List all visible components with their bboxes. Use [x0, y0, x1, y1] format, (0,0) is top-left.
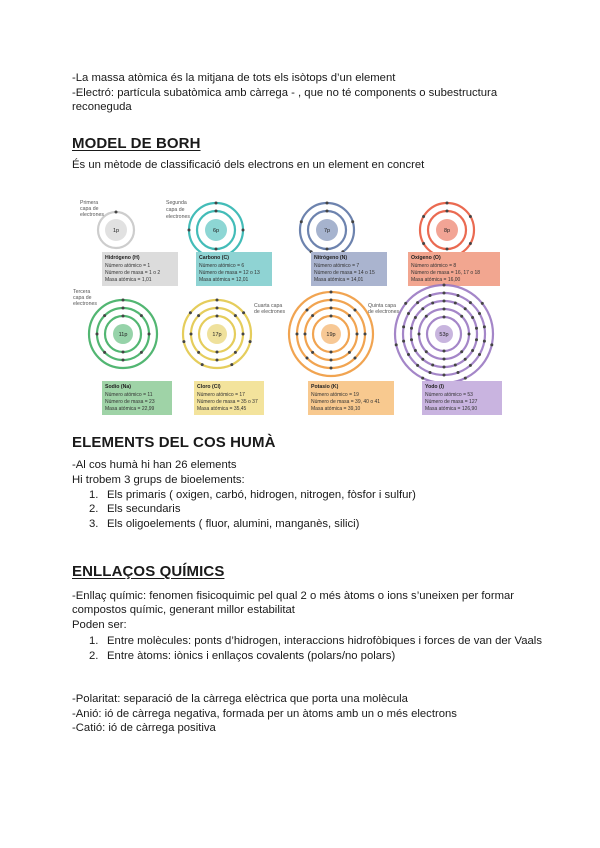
element-property: Masa atómica = 39,10 [311, 406, 361, 412]
electron [330, 291, 333, 294]
element-property: Número atómico = 1 [105, 263, 151, 269]
electron [469, 364, 472, 367]
section-heading-bonds: ENLLAÇOS QUÍMICS [72, 563, 225, 580]
electron [443, 366, 446, 369]
element-property: Número de masa = 23 [105, 399, 155, 405]
electron [469, 215, 472, 218]
electron [431, 302, 434, 305]
shell-label-second: Segunda capa de electrones [166, 200, 190, 220]
bond-types-intro: Poden ser: [72, 619, 127, 631]
electron [471, 316, 474, 319]
element-property: Masa atómica = 16,00 [411, 277, 461, 283]
element-property: Número atómico = 8 [411, 263, 457, 269]
element-property: Número atómico = 6 [199, 263, 245, 269]
shell-label-fifth: Quinta capa de electrones [368, 303, 400, 315]
electron [330, 359, 333, 362]
element-property: Número de masa = 16, 17 o 18 [411, 270, 481, 276]
electron [182, 340, 185, 343]
electron [414, 316, 417, 319]
electron [215, 210, 218, 213]
electron [330, 351, 333, 354]
electron [464, 377, 467, 380]
cation-definition: -Catió: ió de càrrega positiva [72, 722, 216, 734]
element-property: Número atómico = 11 [105, 392, 153, 398]
electron [304, 333, 307, 336]
electron [234, 314, 237, 317]
electron [122, 359, 125, 362]
element-name: Cloro (Cl) [197, 384, 221, 390]
electron [354, 309, 357, 312]
electron [483, 340, 486, 343]
bioelements-list [72, 488, 532, 531]
section-heading-model: MODEL DE BORH [72, 135, 201, 152]
electron [475, 338, 478, 341]
electron [96, 333, 99, 336]
electron [443, 284, 446, 287]
electron [490, 343, 493, 346]
element-property: Número de masa = 1 o 2 [105, 270, 161, 276]
electron [189, 311, 192, 314]
electron [443, 358, 446, 361]
electron [330, 315, 333, 318]
list-item: 2. Els secundaris [89, 503, 181, 516]
electron [234, 351, 237, 354]
electron [326, 248, 329, 251]
section-heading-elements: ELEMENTS DEL COS HUMÀ [72, 434, 276, 451]
element-property: Masa atómica = 14,01 [314, 277, 364, 283]
shell-label-third: Tercera capa de electrones [73, 289, 97, 307]
electron [407, 353, 410, 356]
electron [140, 351, 143, 354]
electron [201, 363, 204, 366]
electron [454, 302, 457, 305]
electron [410, 327, 413, 330]
element-property: Número de masa = 39, 40 o 41 [311, 399, 381, 405]
electron [404, 302, 407, 305]
list-item: 1. Entre molècules: ponts d’hidrogen, interaccions hidrofòbiques i forces de van der Vaals [89, 635, 542, 647]
element-name: Hidrógeno (H) [105, 255, 140, 261]
electron [249, 340, 252, 343]
electron [429, 371, 432, 374]
electron [103, 351, 106, 354]
shell-label-first: Primera capa de electrones [80, 200, 104, 218]
element-property: Número de masa = 12 o 13 [199, 270, 260, 276]
electron [416, 301, 419, 304]
electron [443, 292, 446, 295]
electron [468, 333, 471, 336]
elements-groups-line: Hi trobem 3 grups de bioelements: [72, 474, 245, 486]
electron [242, 229, 245, 232]
electron [216, 351, 219, 354]
electron [122, 315, 125, 318]
electron [216, 299, 219, 302]
electron [483, 325, 486, 328]
electron [348, 314, 351, 317]
bohr-atoms-figure [72, 182, 504, 422]
element-property: Número de masa = 14 o 15 [314, 270, 375, 276]
electron [311, 314, 314, 317]
electron [197, 314, 200, 317]
bond-types-list [72, 634, 542, 664]
electron [475, 327, 478, 330]
list-item: 1. Els primaris ( oxigen, carbó, hidrogen, nitrogen, fòsfor i sulfur) [89, 489, 416, 501]
electron [407, 312, 410, 315]
electron [215, 202, 218, 205]
electron [422, 242, 425, 245]
electron [416, 364, 419, 367]
element-name: Carbono (C) [199, 255, 229, 261]
element-property: Número de masa = 127 [425, 399, 478, 405]
nucleus-label: 53p [439, 332, 449, 338]
polarity-definition: -Polaritat: separació de la càrrega elèctrica que porta una molècula [72, 693, 408, 705]
electron [414, 349, 417, 352]
electron [443, 300, 446, 303]
electron [421, 358, 424, 361]
electron [446, 202, 449, 205]
electron [197, 351, 200, 354]
element-property: Masa atómica = 126,90 [425, 406, 478, 412]
electron [188, 229, 191, 232]
electron [215, 248, 218, 251]
electron [330, 307, 333, 310]
electron [311, 351, 314, 354]
electron [454, 364, 457, 367]
electron [306, 309, 309, 312]
electron [356, 333, 359, 336]
electron [216, 307, 219, 310]
electron [431, 364, 434, 367]
element-name: Sodio (Na) [105, 384, 131, 390]
electron [242, 311, 245, 314]
electron [478, 312, 481, 315]
element-property: Masa atómica = 1,01 [105, 277, 152, 283]
nucleus-label: 11p [118, 332, 128, 338]
electron [443, 350, 446, 353]
list-item: 2. Entre àtoms: iònics i enllaços covalents (polars/no polars) [89, 650, 396, 663]
electron [469, 242, 472, 245]
element-property: Número atómico = 53 [425, 392, 473, 398]
electron [115, 211, 118, 214]
electron [216, 315, 219, 318]
element-property: Número de masa = 35 o 37 [197, 399, 258, 405]
electron [354, 357, 357, 360]
electron [446, 210, 449, 213]
electron [351, 220, 354, 223]
electron [402, 340, 405, 343]
electron [216, 359, 219, 362]
electron [140, 314, 143, 317]
electron [296, 333, 299, 336]
elements-count-line: -Al cos humà hi han 26 elements [72, 459, 237, 471]
electron [421, 307, 424, 310]
element-property: Número atómico = 19 [311, 392, 359, 398]
electron [300, 220, 303, 223]
element-name: Potasio (K) [311, 384, 339, 390]
electron [422, 215, 425, 218]
electron [478, 353, 481, 356]
electron [190, 333, 193, 336]
electron [425, 350, 428, 353]
electron [330, 299, 333, 302]
element-property: Número atómico = 7 [314, 263, 360, 269]
electron [122, 307, 125, 310]
intro-line-electron: -Electró: partícula subatòmica amb càrrega - , que no té components o subestructura reconeguda [72, 87, 498, 114]
nucleus-label: 17p [212, 332, 222, 338]
electron [418, 333, 421, 336]
electron [306, 357, 309, 360]
element-property: Masa atómica = 22,99 [105, 406, 155, 412]
nucleus-label: 19p [326, 332, 336, 338]
nucleus-label: 1p [112, 228, 120, 234]
electron [464, 307, 467, 310]
element-name: Nitrógeno (N) [314, 255, 348, 261]
electron [326, 202, 329, 205]
element-property: Número atómico = 17 [197, 392, 245, 398]
element-name: Yodo (I) [425, 384, 444, 390]
list-item: 3. Els oligoelements ( fluor, alumini, manganès, silici) [89, 517, 360, 530]
electron [122, 299, 125, 302]
electron [481, 302, 484, 305]
element-name: Oxígeno (O) [411, 255, 441, 261]
electron [230, 363, 233, 366]
model-description: És un mètode de classificació dels electrons en un element en concret [72, 159, 425, 171]
electron [425, 315, 428, 318]
electron [330, 367, 333, 370]
electron [443, 316, 446, 319]
electron [460, 315, 463, 318]
anion-definition: -Anió: ió de càrrega negativa, formada per un àtoms amb un o més electrons [72, 708, 457, 720]
electron [326, 210, 329, 213]
electron [464, 358, 467, 361]
shell-label-fourth: Cuarta capa de electrones [254, 303, 286, 315]
electron [410, 338, 413, 341]
electron [122, 351, 125, 354]
element-property: Masa atómica = 12,01 [199, 277, 249, 283]
bond-definition: -Enllaç químic: fenomen fisicoquimic pel qual 2 o més àtoms o ions s’uneixen per formar compostos químic, generant millor estabilitat [72, 590, 515, 617]
electron [103, 314, 106, 317]
element-property: Masa atómica = 35,45 [197, 406, 247, 412]
electron [469, 301, 472, 304]
electron [443, 374, 446, 377]
electron [148, 333, 151, 336]
electron [460, 350, 463, 353]
electron [457, 371, 460, 374]
nucleus-label: 7p [323, 228, 331, 234]
electron [446, 248, 449, 251]
electron [421, 377, 424, 380]
electron [471, 349, 474, 352]
intro-line-mass: -La massa atòmica és la mitjana de tots els isòtops d’un element [72, 72, 396, 84]
electron [457, 294, 460, 297]
electron [395, 343, 398, 346]
nucleus-label: 8p [443, 228, 451, 234]
nucleus-label: 6p [212, 228, 220, 234]
electron [364, 333, 367, 336]
electron [402, 325, 405, 328]
electron [443, 308, 446, 311]
electron [242, 333, 245, 336]
electron [348, 351, 351, 354]
electron [429, 294, 432, 297]
